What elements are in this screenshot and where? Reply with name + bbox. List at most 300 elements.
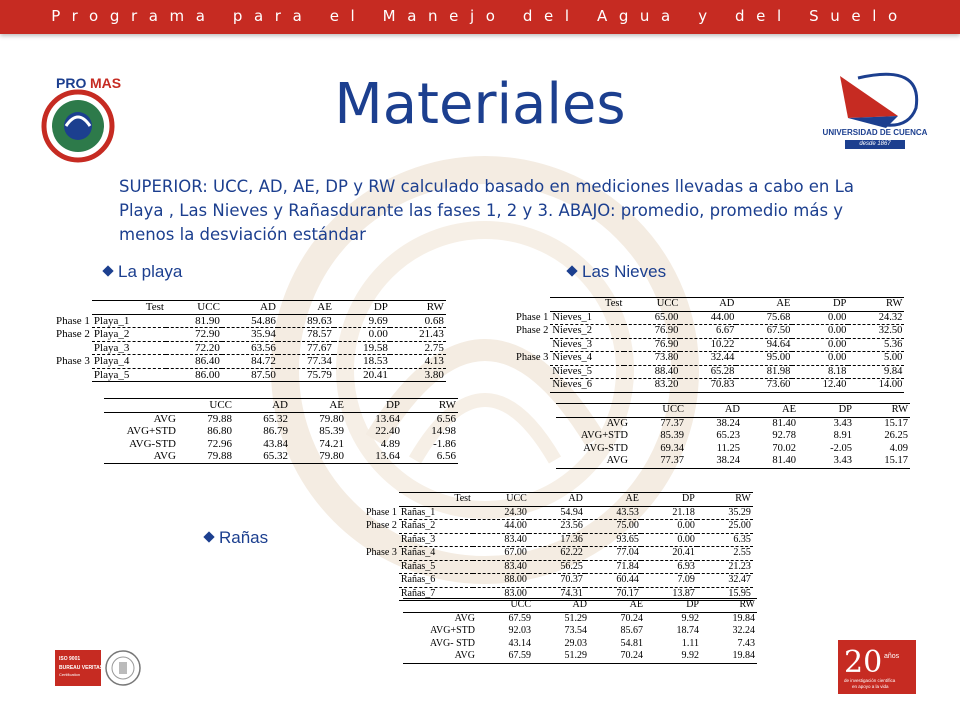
section-label: La playa [118, 262, 183, 281]
svg-text:PRO: PRO [56, 75, 87, 91]
column-header: AD [222, 301, 278, 315]
site-cell: Nieves_4 [550, 352, 624, 366]
phase-label: Phase 2 [56, 328, 90, 340]
stats-row [104, 425, 458, 438]
value-cell: 95.00 [736, 352, 792, 366]
value-cell: 67.00 [473, 547, 529, 561]
phase-label: Phase 1 [516, 311, 549, 323]
value-cell: 6.35 [697, 533, 753, 547]
phase-label [364, 587, 399, 601]
column-header: DP [792, 298, 848, 312]
value-cell: 88.40 [624, 365, 680, 379]
value-cell: 44.00 [473, 520, 529, 534]
stats-table-ranas [403, 598, 757, 664]
diamond-bullet-icon [566, 265, 577, 276]
phase-header [364, 493, 399, 507]
stats-row [104, 412, 458, 425]
value-cell: 56.25 [529, 560, 585, 574]
svg-text:años: años [884, 653, 900, 660]
value-cell: 9.84 [848, 365, 904, 379]
value-cell: 70.24 [620, 612, 643, 624]
value-cell: 71.84 [585, 560, 641, 574]
bullet-ranas [205, 528, 268, 548]
value-cell: 5.00 [848, 352, 904, 366]
svg-text:ISO 9001: ISO 9001 [59, 656, 81, 662]
value-cell: 83.40 [473, 560, 529, 574]
column-header: AE [742, 404, 798, 418]
column-header: AD [533, 599, 589, 613]
table-row [514, 311, 904, 325]
phase-label [364, 574, 399, 588]
value-cell: 14.98 [431, 425, 456, 437]
value-cell: 79.88 [207, 412, 232, 425]
20-anos-logo-icon [838, 640, 916, 694]
svg-text:MAS: MAS [90, 75, 122, 91]
value-cell: 67.59 [508, 612, 531, 624]
value-cell: 5.36 [848, 338, 904, 352]
value-cell: 0.68 [390, 314, 446, 328]
value-cell: 81.40 [772, 417, 796, 429]
table-row [54, 368, 446, 382]
table-row [54, 314, 446, 328]
header-banner [0, 0, 960, 34]
page-title: Materiales [334, 72, 626, 137]
value-cell: 4.89 [380, 437, 400, 450]
table-header-row [104, 399, 458, 413]
stats-row [104, 438, 458, 451]
data-table [54, 300, 446, 382]
site-cell: Rañas_3 [399, 533, 473, 547]
table-row [364, 506, 753, 520]
value-cell: -1.86 [433, 437, 456, 450]
stat-label: AVG [454, 612, 475, 624]
bullet-las-nieves [568, 262, 666, 282]
value-cell: 25.00 [697, 520, 753, 534]
value-cell: 94.64 [736, 338, 792, 352]
value-cell: 15.95 [697, 587, 753, 601]
value-cell: 76.90 [624, 325, 680, 339]
table-row [364, 560, 753, 574]
stat-label: AVG+STD [126, 425, 176, 437]
value-cell: 6.67 [680, 325, 736, 339]
value-cell: 86.00 [166, 368, 222, 382]
phase-label [514, 379, 550, 393]
column-header: UCC [624, 298, 680, 312]
stats-row [104, 450, 458, 463]
phase-header [514, 298, 550, 312]
table-row [364, 547, 753, 561]
column-header: RW [701, 599, 757, 613]
value-cell: 67.50 [736, 325, 792, 339]
stat-label: AVG [153, 412, 176, 425]
value-cell: 75.79 [278, 368, 334, 382]
site-cell: Nieves_1 [550, 311, 624, 325]
stats-row [403, 625, 757, 638]
value-cell: 86.40 [166, 355, 222, 369]
value-cell: 10.22 [680, 338, 736, 352]
value-cell: 89.63 [278, 314, 334, 328]
value-cell: 92.03 [508, 625, 531, 636]
table-row [364, 520, 753, 534]
value-cell: 83.40 [473, 533, 529, 547]
data-table [514, 297, 904, 393]
value-cell: 13.87 [641, 587, 697, 601]
value-cell: 81.90 [166, 314, 222, 328]
section-label: Rañas [219, 528, 269, 547]
value-cell: 38.24 [686, 455, 742, 468]
value-cell: 43.53 [585, 506, 641, 520]
stat-label: AVG-STD [129, 437, 176, 450]
value-cell: 13.64 [375, 412, 400, 425]
table-row [514, 352, 904, 366]
value-cell: 0.00 [641, 520, 697, 534]
site-cell: Nieves_2 [550, 325, 624, 339]
value-cell: 54.81 [620, 637, 643, 649]
value-cell: 65.32 [234, 450, 290, 463]
ucuenca-name: UNIVERSIDAD DE CUENCA [822, 128, 928, 137]
value-cell: 24.30 [473, 506, 529, 520]
value-cell: 14.00 [848, 379, 904, 393]
table-las-nieves [514, 297, 904, 393]
value-cell: 0.00 [792, 352, 848, 366]
banner-text: Programa para el Manejo del Agua y del Suelo [51, 7, 909, 25]
table-row [514, 325, 904, 339]
value-cell: 75.68 [736, 311, 792, 325]
site-cell: Playa_4 [92, 355, 166, 369]
value-cell: 76.90 [624, 338, 680, 352]
value-cell: 4.13 [390, 355, 446, 369]
value-cell: 0.00 [641, 533, 697, 547]
value-cell: 73.60 [736, 379, 792, 393]
value-cell: 6.56 [436, 412, 456, 425]
value-cell: 81.40 [742, 455, 798, 468]
column-header: UCC [477, 599, 533, 613]
stat-label: AVG [606, 417, 628, 429]
column-header [556, 404, 630, 418]
value-cell: 20.41 [334, 368, 390, 382]
value-cell: 51.29 [564, 612, 587, 624]
value-cell: 77.67 [278, 341, 334, 355]
phase-label: Phase 3 [56, 355, 90, 367]
stats-row [403, 650, 757, 663]
stats-row [556, 417, 910, 430]
stat-label: AVG+STD [580, 430, 628, 441]
value-cell: 2.55 [697, 547, 753, 561]
value-cell: 69.34 [660, 442, 684, 454]
value-cell: 0.00 [792, 311, 848, 325]
value-cell: 38.24 [716, 417, 740, 429]
column-header: AD [234, 399, 290, 413]
value-cell: 20.41 [641, 547, 697, 561]
column-header: Test [399, 493, 473, 507]
value-cell: 32.47 [697, 574, 753, 588]
value-cell: 65.00 [624, 311, 680, 325]
site-cell: Nieves_3 [550, 338, 624, 352]
phase-label [364, 560, 399, 574]
value-cell: 11.25 [716, 442, 740, 454]
value-cell: 21.43 [390, 328, 446, 342]
stats-table [556, 403, 910, 469]
svg-text:Certification: Certification [59, 672, 81, 677]
value-cell: 85.67 [620, 625, 643, 636]
value-cell: 70.83 [680, 379, 736, 393]
table-row [54, 341, 446, 355]
site-cell: Rañas_1 [399, 506, 473, 520]
value-cell: 65.23 [716, 430, 740, 441]
value-cell: 6.93 [641, 560, 697, 574]
table-la-playa [54, 300, 446, 382]
svg-text:20: 20 [844, 645, 883, 680]
stats-row [403, 612, 757, 625]
phase-label [514, 365, 550, 379]
value-cell: 79.80 [319, 412, 344, 425]
value-cell: 19.84 [732, 612, 755, 624]
diamond-bullet-icon [102, 265, 113, 276]
value-cell: 73.54 [564, 625, 587, 636]
stat-label: AVG- STD [429, 637, 475, 649]
column-header: AD [529, 493, 585, 507]
table-header-row [556, 404, 910, 418]
value-cell: 3.80 [390, 368, 446, 382]
phase-label: Phase 3 [366, 547, 397, 558]
phase-label [364, 533, 399, 547]
phase-label: Phase 2 [366, 520, 397, 531]
column-header: AE [736, 298, 792, 312]
stat-label: AVG-STD [583, 442, 628, 454]
value-cell: 18.53 [334, 355, 390, 369]
value-cell: 9.92 [645, 650, 701, 663]
column-header: UCC [630, 404, 686, 418]
stat-label: AVG [556, 455, 630, 468]
phase-header [54, 301, 92, 315]
column-header: AE [585, 493, 641, 507]
stat-label: AVG+STD [430, 625, 475, 636]
column-header: DP [645, 599, 701, 613]
table-row [514, 338, 904, 352]
column-header: UCC [473, 493, 529, 507]
value-cell: 77.04 [585, 547, 641, 561]
value-cell: 81.98 [736, 365, 792, 379]
value-cell: 6.56 [402, 450, 458, 463]
value-cell: 43.14 [508, 637, 531, 649]
phase-label [54, 341, 92, 355]
value-cell: 83.00 [473, 587, 529, 601]
value-cell: 17.36 [529, 533, 585, 547]
value-cell: 60.44 [585, 574, 641, 588]
column-header [403, 599, 477, 613]
column-header: AE [290, 399, 346, 413]
value-cell: 77.37 [630, 455, 686, 468]
value-cell: 65.32 [263, 412, 288, 425]
value-cell: 63.56 [222, 341, 278, 355]
value-cell: 35.29 [697, 506, 753, 520]
table-row [54, 328, 446, 342]
table-ranas [364, 492, 753, 601]
table-header-row [364, 493, 753, 507]
value-cell: 70.37 [529, 574, 585, 588]
column-header: AD [686, 404, 742, 418]
value-cell: 26.25 [884, 430, 908, 441]
value-cell: 9.92 [681, 612, 699, 624]
value-cell: 43.84 [263, 437, 288, 450]
value-cell: 72.96 [207, 437, 232, 450]
table-row [364, 574, 753, 588]
description: SUPERIOR: UCC, AD, AE, DP y RW calculado basado en mediciones llevadas a cabo en La Playa , Las Nieves y Rañasdurante las fases 1, 2 y 3. ABAJO: promedio, promedio más y menos la desviación estándar [119, 177, 854, 244]
value-cell: 77.34 [278, 355, 334, 369]
column-header: AE [589, 599, 645, 613]
phase-label: Phase 1 [366, 506, 397, 518]
stats-table [104, 398, 458, 464]
value-cell: 21.18 [641, 506, 697, 520]
value-cell: 12.40 [792, 379, 848, 393]
table-header-row [514, 298, 904, 312]
column-header: Test [92, 301, 166, 315]
value-cell: 32.24 [732, 625, 755, 636]
column-header: AD [680, 298, 736, 312]
value-cell: 19.58 [334, 341, 390, 355]
stats-table [403, 598, 757, 664]
value-cell: 1.11 [681, 637, 699, 649]
column-header: UCC [166, 301, 222, 315]
value-cell: 83.20 [624, 379, 680, 393]
bureau-veritas-logo-icon [55, 648, 145, 688]
column-header [104, 399, 178, 413]
column-header: UCC [178, 399, 234, 413]
stats-row [556, 455, 910, 468]
value-cell: 70.17 [585, 587, 641, 601]
value-cell: 0.00 [334, 328, 390, 342]
value-cell: 84.72 [222, 355, 278, 369]
site-cell: Nieves_5 [550, 365, 624, 379]
value-cell: 4.09 [889, 442, 908, 454]
value-cell: 0.00 [792, 325, 848, 339]
value-cell: 7.09 [641, 574, 697, 588]
value-cell: 72.90 [166, 328, 222, 342]
value-cell: 8.18 [792, 365, 848, 379]
value-cell: 3.43 [798, 455, 854, 468]
site-cell: Rañas_5 [399, 560, 473, 574]
value-cell: 22.40 [375, 425, 400, 437]
value-cell: 79.80 [290, 450, 346, 463]
stats-row [556, 443, 910, 456]
site-cell: Rañas_7 [399, 587, 473, 601]
svg-text:de investigación científica: de investigación científica [844, 678, 896, 683]
column-header: Test [550, 298, 624, 312]
phase-label [54, 368, 92, 382]
data-table [364, 492, 753, 601]
column-header: DP [641, 493, 697, 507]
column-header: AE [278, 301, 334, 315]
value-cell: 2.75 [390, 341, 446, 355]
site-cell: Rañas_4 [399, 547, 473, 561]
table-row [514, 365, 904, 379]
value-cell: 3.43 [833, 417, 852, 429]
table-row [54, 355, 446, 369]
value-cell: 87.50 [222, 368, 278, 382]
value-cell: 18.74 [676, 625, 699, 636]
stats-table-las-nieves [556, 403, 910, 469]
value-cell: 78.57 [278, 328, 334, 342]
value-cell: 77.37 [660, 417, 684, 429]
value-cell: 92.78 [772, 430, 796, 441]
value-cell: 23.56 [529, 520, 585, 534]
value-cell: 75.00 [585, 520, 641, 534]
value-cell: 88.00 [473, 574, 529, 588]
site-cell: Playa_2 [92, 328, 166, 342]
value-cell: 15.17 [854, 455, 910, 468]
bullet-la-playa [104, 262, 182, 282]
value-cell: 35.94 [222, 328, 278, 342]
stats-row [556, 430, 910, 443]
site-cell: Playa_3 [92, 341, 166, 355]
value-cell: 70.24 [589, 650, 645, 663]
column-header: DP [334, 301, 390, 315]
value-cell: 72.20 [166, 341, 222, 355]
stats-row [403, 638, 757, 651]
value-cell: 44.00 [680, 311, 736, 325]
value-cell: 9.69 [334, 314, 390, 328]
value-cell: 93.65 [585, 533, 641, 547]
column-header: RW [697, 493, 753, 507]
value-cell: 19.84 [701, 650, 757, 663]
table-header-row [403, 599, 757, 613]
site-cell: Rañas_6 [399, 574, 473, 588]
value-cell: 0.00 [792, 338, 848, 352]
site-cell: Playa_1 [92, 314, 166, 328]
table-row [364, 533, 753, 547]
section-label: Las Nieves [582, 262, 667, 281]
value-cell: 54.86 [222, 314, 278, 328]
value-cell: 29.03 [564, 637, 587, 649]
value-cell: 70.02 [772, 442, 796, 454]
value-cell: 65.28 [680, 365, 736, 379]
value-cell: 74.21 [319, 437, 344, 450]
stats-table-la-playa [104, 398, 458, 464]
value-cell: 24.32 [848, 311, 904, 325]
value-cell: 21.23 [697, 560, 753, 574]
value-cell: 74.31 [529, 587, 585, 601]
phase-label [514, 338, 550, 352]
site-cell: Playa_5 [92, 368, 166, 382]
stat-label: AVG [104, 450, 178, 463]
phase-label: Phase 1 [56, 314, 90, 327]
svg-text:BUREAU VERITAS: BUREAU VERITAS [59, 665, 104, 671]
value-cell: 32.44 [680, 352, 736, 366]
value-cell: 51.29 [533, 650, 589, 663]
table-row [514, 379, 904, 393]
value-cell: 86.79 [263, 425, 288, 437]
column-header: RW [854, 404, 910, 418]
value-cell: 13.64 [346, 450, 402, 463]
value-cell: 54.94 [529, 506, 585, 520]
site-cell: Nieves_6 [550, 379, 624, 393]
value-cell: 8.91 [833, 430, 852, 441]
site-cell: Rañas_2 [399, 520, 473, 534]
column-header: DP [798, 404, 854, 418]
diamond-bullet-icon [203, 531, 214, 542]
phase-label: Phase 3 [516, 352, 549, 363]
value-cell: 15.17 [884, 417, 908, 429]
column-header: RW [390, 301, 446, 315]
value-cell: 79.88 [178, 450, 234, 463]
value-cell: 32.50 [848, 325, 904, 339]
stat-label: AVG [403, 650, 477, 663]
ucuenca-sub: desde 1867 [845, 140, 905, 149]
table-header-row [54, 301, 446, 315]
value-cell: -2.05 [830, 442, 852, 454]
phase-label: Phase 2 [516, 325, 549, 336]
value-cell: 86.80 [207, 425, 232, 437]
